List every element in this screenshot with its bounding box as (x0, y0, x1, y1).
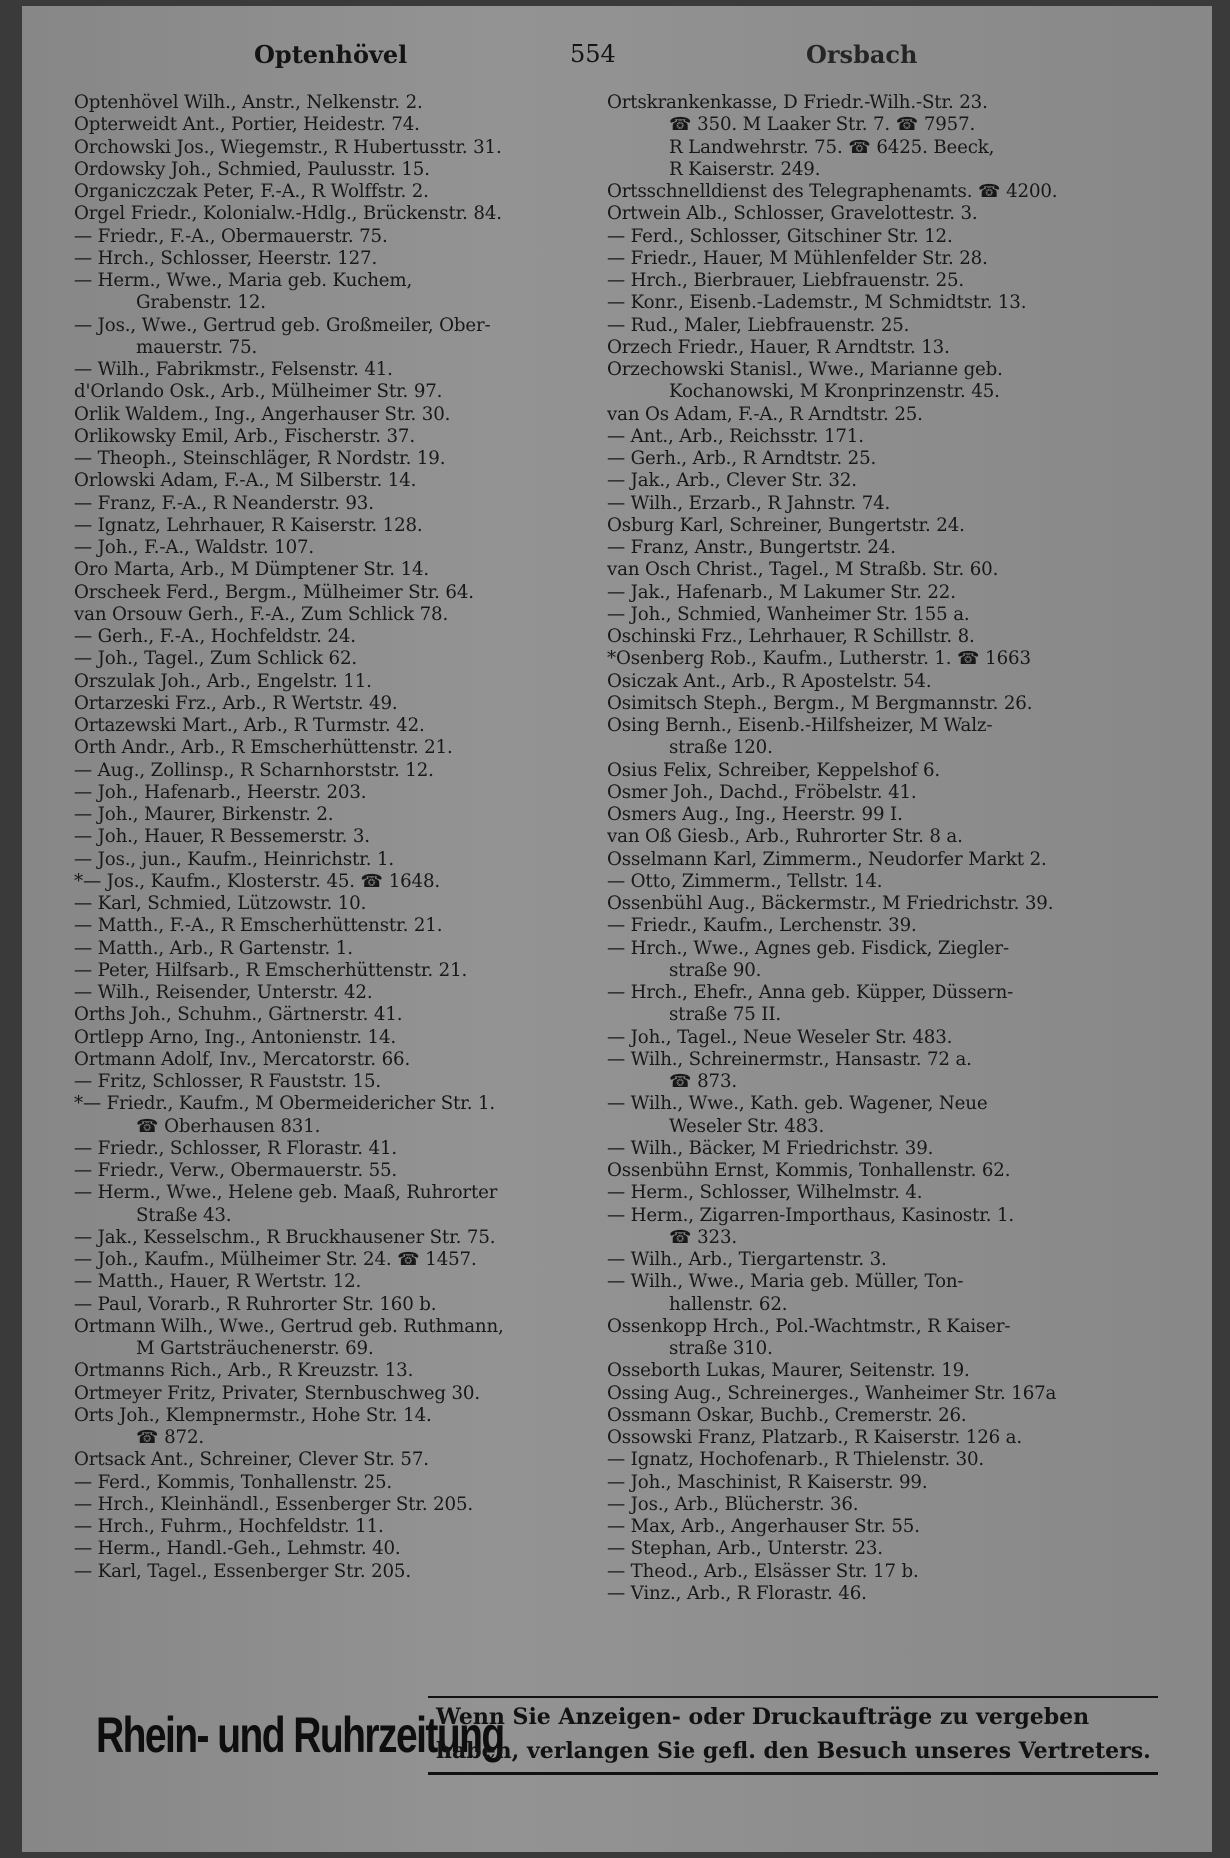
directory-entry: d'Orlando Osk., Arb., Mülheimer Str. 97. (74, 381, 443, 403)
directory-entry: Orlowski Adam, F.-A., M Silberstr. 14. (74, 470, 417, 492)
right-column (607, 92, 1167, 1605)
directory-entry: — Ferd., Kommis, Tonhallenstr. 25. (74, 1471, 393, 1493)
directory-entry: Osburg Karl, Schreiner, Bungertstr. 24. (607, 514, 965, 536)
directory-entry: — Theod., Arb., Elsässer Str. 17 b. (607, 1560, 919, 1582)
directory-entry: — Wilh., Wwe., Kath. geb. Wagener, Neue (607, 1093, 988, 1115)
directory-entry: — Karl, Schmied, Lützowstr. 10. (74, 893, 367, 914)
directory-entry: — Theoph., Steinschläger, R Nordstr. 19. (74, 448, 446, 469)
directory-page (22, 6, 1212, 1852)
directory-entry: Opterweidt Ant., Portier, Heidestr. 74. (74, 114, 420, 136)
directory-entry: — Herm., Schlosser, Wilhelmstr. 4. (607, 1182, 923, 1204)
directory-entry: — Jak., Hafenarb., M Lakumer Str. 22. (607, 581, 956, 603)
directory-entry: Straße 43. (136, 1204, 232, 1226)
directory-entry: — Hrch., Schlosser, Heerstr. 127. (74, 247, 378, 269)
directory-entry: — Hrch., Kleinhändl., Essenberger Str. 205. (74, 1493, 474, 1515)
directory-entry: straße 75 II. (669, 1004, 781, 1026)
directory-entry: Ortmann Wilh., Wwe., Gertrud geb. Ruthmann, (74, 1315, 504, 1337)
directory-entry: Orchowski Jos., Wiegemstr., R Hubertusstr. 31. (74, 136, 502, 158)
directory-entry: — Jos., Arb., Blücherstr. 36. (607, 1493, 859, 1515)
directory-entry: R Landwehrstr. 75. ☎ 6425. Beeck, (669, 136, 995, 158)
directory-entry: Orszulak Joh., Arb., Engelstr. 11. (74, 670, 372, 692)
directory-entry: — Jak., Kesselschm., R Bruckhausener Str. 75. (74, 1226, 496, 1248)
directory-entry: Osselmann Karl, Zimmerm., Neudorfer Markt 2. (607, 848, 1047, 870)
directory-entry: — Joh., Hafenarb., Heerstr. 203. (74, 781, 367, 803)
directory-entry: straße 90. (669, 959, 762, 981)
directory-entry: Orlikowsky Emil, Arb., Fischerstr. 37. (74, 425, 415, 447)
directory-entry: — Hrch., Fuhrm., Hochfeldstr. 11. (74, 1516, 384, 1537)
directory-entry: Orth Andr., Arb., R Emscherhüttenstr. 21. (74, 737, 453, 759)
directory-entry: — Max, Arb., Angerhauser Str. 55. (607, 1516, 920, 1537)
directory-entry: — Stephan, Arb., Unterstr. 23. (607, 1538, 883, 1560)
directory-entry: Ortmanns Rich., Arb., R Kreuzstr. 13. (74, 1360, 414, 1382)
directory-entry: — Joh., Tagel., Neue Weseler Str. 483. (607, 1026, 953, 1048)
directory-entry: M Gartsträuchenerstr. 69. (136, 1338, 374, 1359)
directory-entry: Orzech Friedr., Hauer, R Arndtstr. 13. (607, 336, 950, 358)
directory-entry: — Friedr., F.-A., Obermauerstr. 75. (74, 225, 388, 247)
directory-entry: — Ant., Arb., Reichsstr. 171. (607, 425, 864, 447)
directory-entry: straße 120. (669, 737, 773, 759)
directory-entry: — Joh., Tagel., Zum Schlick 62. (74, 648, 358, 670)
directory-entry: Orgel Friedr., Kolonialw.-Hdlg., Brückenstr. 84. (74, 203, 502, 225)
directory-entry: — Wilh., Reisender, Unterstr. 42. (74, 982, 373, 1003)
directory-entry: ☎ 323. (669, 1226, 738, 1248)
directory-entry: — Wilh., Schreinermstr., Hansastr. 72 a. (607, 1048, 972, 1070)
directory-entry: — Konr., Eisenb.-Lademstr., M Schmidtstr. 13. (607, 292, 1027, 314)
directory-entry: — Friedr., Schlosser, R Florastr. 41. (74, 1137, 398, 1159)
directory-entry: — Jos., Wwe., Gertrud geb. Großmeiler, Ober- (74, 314, 491, 336)
directory-entry: Ossenbühn Ernst, Kommis, Tonhallenstr. 62. (607, 1160, 1011, 1181)
directory-entry: Ortwein Alb., Schlosser, Gravelottestr. 3. (607, 203, 978, 225)
directory-entry: — Friedr., Kaufm., Lerchenstr. 39. (607, 915, 917, 937)
directory-entry: — Peter, Hilfsarb., R Emscherhüttenstr. 21. (74, 959, 468, 981)
directory-entry: — Fritz, Schlosser, R Fauststr. 15. (74, 1071, 381, 1092)
directory-entry: — Herm., Wwe., Maria geb. Kuchem, (74, 270, 413, 291)
directory-entry: Ossenkopp Hrch., Pol.-Wachtmstr., R Kaiser- (607, 1315, 1011, 1337)
advert-line-2: haben, verlangen Sie gefl. den Besuch unseres Vertreters. (436, 1738, 1151, 1764)
directory-entry: Ortazewski Mart., Arb., R Turmstr. 42. (74, 715, 425, 736)
directory-entry: — Matth., F.-A., R Emscherhüttenstr. 21. (74, 915, 443, 937)
directory-entry: *— Jos., Kaufm., Klosterstr. 45. ☎ 1648. (74, 870, 441, 892)
directory-entry: — Rud., Maler, Liebfrauenstr. 25. (607, 314, 910, 336)
directory-entry: — Paul, Vorarb., R Ruhrorter Str. 160 b. (74, 1293, 437, 1315)
directory-entry: Ortskrankenkasse, D Friedr.-Wilh.-Str. 23. (607, 92, 988, 113)
directory-entry: ☎ 872. (136, 1427, 205, 1448)
directory-entry: — Jos., jun., Kaufm., Heinrichstr. 1. (74, 848, 395, 870)
directory-entry: — Wilh., Bäcker, M Friedrichstr. 39. (607, 1137, 934, 1159)
directory-entry: — Joh., F.-A., Waldstr. 107. (74, 537, 315, 558)
directory-entry: — Ignatz, Lehrhauer, R Kaiserstr. 128. (74, 514, 423, 536)
directory-entry: — Hrch., Bierbrauer, Liebfrauenstr. 25. (607, 270, 965, 291)
directory-entry: ☎ 873. (669, 1071, 738, 1092)
directory-entry: van Oß Giesb., Arb., Ruhrorter Str. 8 a. (607, 826, 963, 848)
directory-entry: Osiczak Ant., Arb., R Apostelstr. 54. (607, 670, 932, 692)
directory-entry: — Joh., Kaufm., Mülheimer Str. 24. ☎ 1457. (74, 1249, 477, 1270)
left-column (74, 92, 614, 1583)
directory-entry: van Os Adam, F.-A., R Arndtstr. 25. (607, 403, 923, 425)
directory-entry: Osing Bernh., Eisenb.-Hilfsheizer, M Walz- (607, 715, 993, 736)
directory-entry: Grabenstr. 12. (136, 292, 266, 314)
directory-entry: Ortmeyer Fritz, Privater, Sternbuschweg 30. (74, 1382, 480, 1404)
directory-entry: — Wilh., Arb., Tiergartenstr. 3. (607, 1249, 887, 1270)
directory-entry: Oro Marta, Arb., M Dümptener Str. 14. (74, 559, 430, 581)
directory-entry: Ossowski Franz, Platzarb., R Kaiserstr. 126 a. (607, 1427, 1023, 1448)
directory-entry: Ortarzeski Frz., Arb., R Wertstr. 49. (74, 692, 398, 714)
advert-text-box (428, 1696, 1158, 1775)
directory-entry: — Gerh., Arb., R Arndtstr. 25. (607, 448, 877, 469)
directory-entry: Osmer Joh., Dachd., Fröbelstr. 41. (607, 781, 917, 803)
directory-entry: Ordowsky Joh., Schmied, Paulusstr. 15. (74, 158, 430, 180)
directory-entry: — Karl, Tagel., Essenberger Str. 205. (74, 1560, 411, 1582)
directory-entry: — Wilh., Erzarb., R Jahnstr. 74. (607, 492, 891, 514)
directory-entry: van Orsouw Gerh., F.-A., Zum Schlick 78. (74, 603, 449, 625)
directory-entry: ☎ 350. M Laaker Str. 7. ☎ 7957. (669, 114, 976, 136)
directory-entry: — Franz, Anstr., Bungertstr. 24. (607, 537, 896, 558)
directory-entry: Orscheek Ferd., Bergm., Mülheimer Str. 64. (74, 581, 474, 603)
running-header-right: Orsbach (806, 40, 918, 69)
directory-entry: ☎ Oberhausen 831. (136, 1115, 321, 1137)
directory-entry: — Matth., Hauer, R Wertstr. 12. (74, 1271, 362, 1293)
directory-entry: Ortsschnelldienst des Telegraphenamts. ☎ 4200. (607, 181, 1058, 202)
directory-entry: Orzechowski Stanisl., Wwe., Marianne geb. (607, 359, 1003, 380)
directory-entry: Ossenbühl Aug., Bäckermstr., M Friedrichstr. 39. (607, 893, 1054, 914)
directory-entry: Optenhövel Wilh., Anstr., Nelkenstr. 2. (74, 92, 423, 113)
directory-entry: — Matth., Arb., R Gartenstr. 1. (74, 937, 353, 959)
directory-entry: Osmers Aug., Ing., Heerstr. 99 I. (607, 804, 903, 825)
directory-entry: — Friedr., Hauer, M Mühlenfelder Str. 28. (607, 247, 988, 269)
directory-entry: — Jak., Arb., Clever Str. 32. (607, 470, 857, 492)
running-header-left: Optenhövel (254, 40, 408, 69)
directory-entry: — Joh., Schmied, Wanheimer Str. 155 a. (607, 603, 970, 625)
directory-entry: mauerstr. 75. (136, 336, 258, 358)
directory-entry: — Wilh., Wwe., Maria geb. Müller, Ton- (607, 1271, 964, 1293)
directory-entry: — Franz, F.-A., R Neanderstr. 93. (74, 492, 374, 514)
newspaper-brand: Rhein- und Ruhrzeitung (96, 1707, 504, 1763)
directory-entry: Ortmann Adolf, Inv., Mercatorstr. 66. (74, 1048, 411, 1070)
directory-entry: Weseler Str. 483. (669, 1115, 825, 1137)
directory-entry: — Otto, Zimmerm., Tellstr. 14. (607, 870, 883, 892)
directory-entry: Ortlepp Arno, Ing., Antonienstr. 14. (74, 1026, 397, 1048)
directory-entry: straße 310. (669, 1338, 773, 1359)
directory-entry: — Herm., Handl.-Geh., Lehmstr. 40. (74, 1538, 401, 1560)
directory-entry: Ossing Aug., Schreinerges., Wanheimer Str. 167a (607, 1382, 1057, 1404)
directory-entry: — Joh., Maschinist, R Kaiserstr. 99. (607, 1471, 928, 1493)
directory-entry: Organiczczak Peter, F.-A., R Wolffstr. 2. (74, 181, 429, 202)
directory-entry: Ortsack Ant., Schreiner, Clever Str. 57. (74, 1449, 429, 1471)
directory-entry: — Aug., Zollinsp., R Scharnhorststr. 12. (74, 759, 434, 781)
advertisement (70, 1690, 1170, 1780)
directory-entry: — Vinz., Arb., R Florastr. 46. (607, 1582, 867, 1604)
directory-entry: — Wilh., Fabrikmstr., Felsenstr. 41. (74, 359, 393, 380)
page-number: 554 (570, 40, 616, 68)
directory-entry: — Joh., Hauer, R Bessemerstr. 3. (74, 826, 370, 848)
directory-entry: Osimitsch Steph., Bergm., M Bergmannstr. 26. (607, 692, 1033, 714)
directory-entry: R Kaiserstr. 249. (669, 158, 821, 180)
directory-entry: — Joh., Maurer, Birkenstr. 2. (74, 804, 334, 825)
advert-line-1: Wenn Sie Anzeigen- oder Druckaufträge zu vergeben (436, 1704, 1090, 1730)
directory-entry: Orths Joh., Schuhm., Gärtnerstr. 41. (74, 1004, 403, 1026)
directory-entry: — Gerh., F.-A., Hochfeldstr. 24. (74, 626, 356, 647)
directory-entry: — Hrch., Ehefr., Anna geb. Küpper, Düssern- (607, 982, 1014, 1003)
directory-entry: — Herm., Zigarren-Importhaus, Kasinostr. 1. (607, 1204, 1015, 1226)
directory-entry: — Herm., Wwe., Helene geb. Maaß, Ruhrorter (74, 1182, 498, 1204)
directory-entry: — Hrch., Wwe., Agnes geb. Fisdick, Ziegler- (607, 937, 1009, 959)
directory-entry: Ossmann Oskar, Buchb., Cremerstr. 26. (607, 1404, 967, 1426)
directory-entry: — Ferd., Schlosser, Gitschiner Str. 12. (607, 225, 953, 247)
directory-entry: Orts Joh., Klempnermstr., Hohe Str. 14. (74, 1404, 432, 1426)
directory-entry: *— Friedr., Kaufm., M Obermeidericher Str. 1. (74, 1093, 496, 1115)
directory-entry: — Ignatz, Hochofenarb., R Thielenstr. 30. (607, 1449, 985, 1471)
directory-entry: *Osenberg Rob., Kaufm., Lutherstr. 1. ☎ 1663 (607, 648, 1031, 670)
directory-entry: Orlik Waldem., Ing., Angerhauser Str. 30. (74, 403, 451, 425)
directory-entry: Osseborth Lukas, Maurer, Seitenstr. 19. (607, 1360, 970, 1382)
directory-entry: hallenstr. 62. (669, 1293, 788, 1315)
directory-entry: van Osch Christ., Tagel., M Straßb. Str. 60. (607, 559, 999, 581)
directory-entry: Osius Felix, Schreiber, Keppelshof 6. (607, 759, 941, 781)
directory-entry: — Friedr., Verw., Obermauerstr. 55. (74, 1160, 398, 1181)
directory-entry: Oschinski Frz., Lehrhauer, R Schillstr. 8. (607, 626, 975, 647)
directory-entry: Kochanowski, M Kronprinzenstr. 45. (669, 381, 1000, 403)
